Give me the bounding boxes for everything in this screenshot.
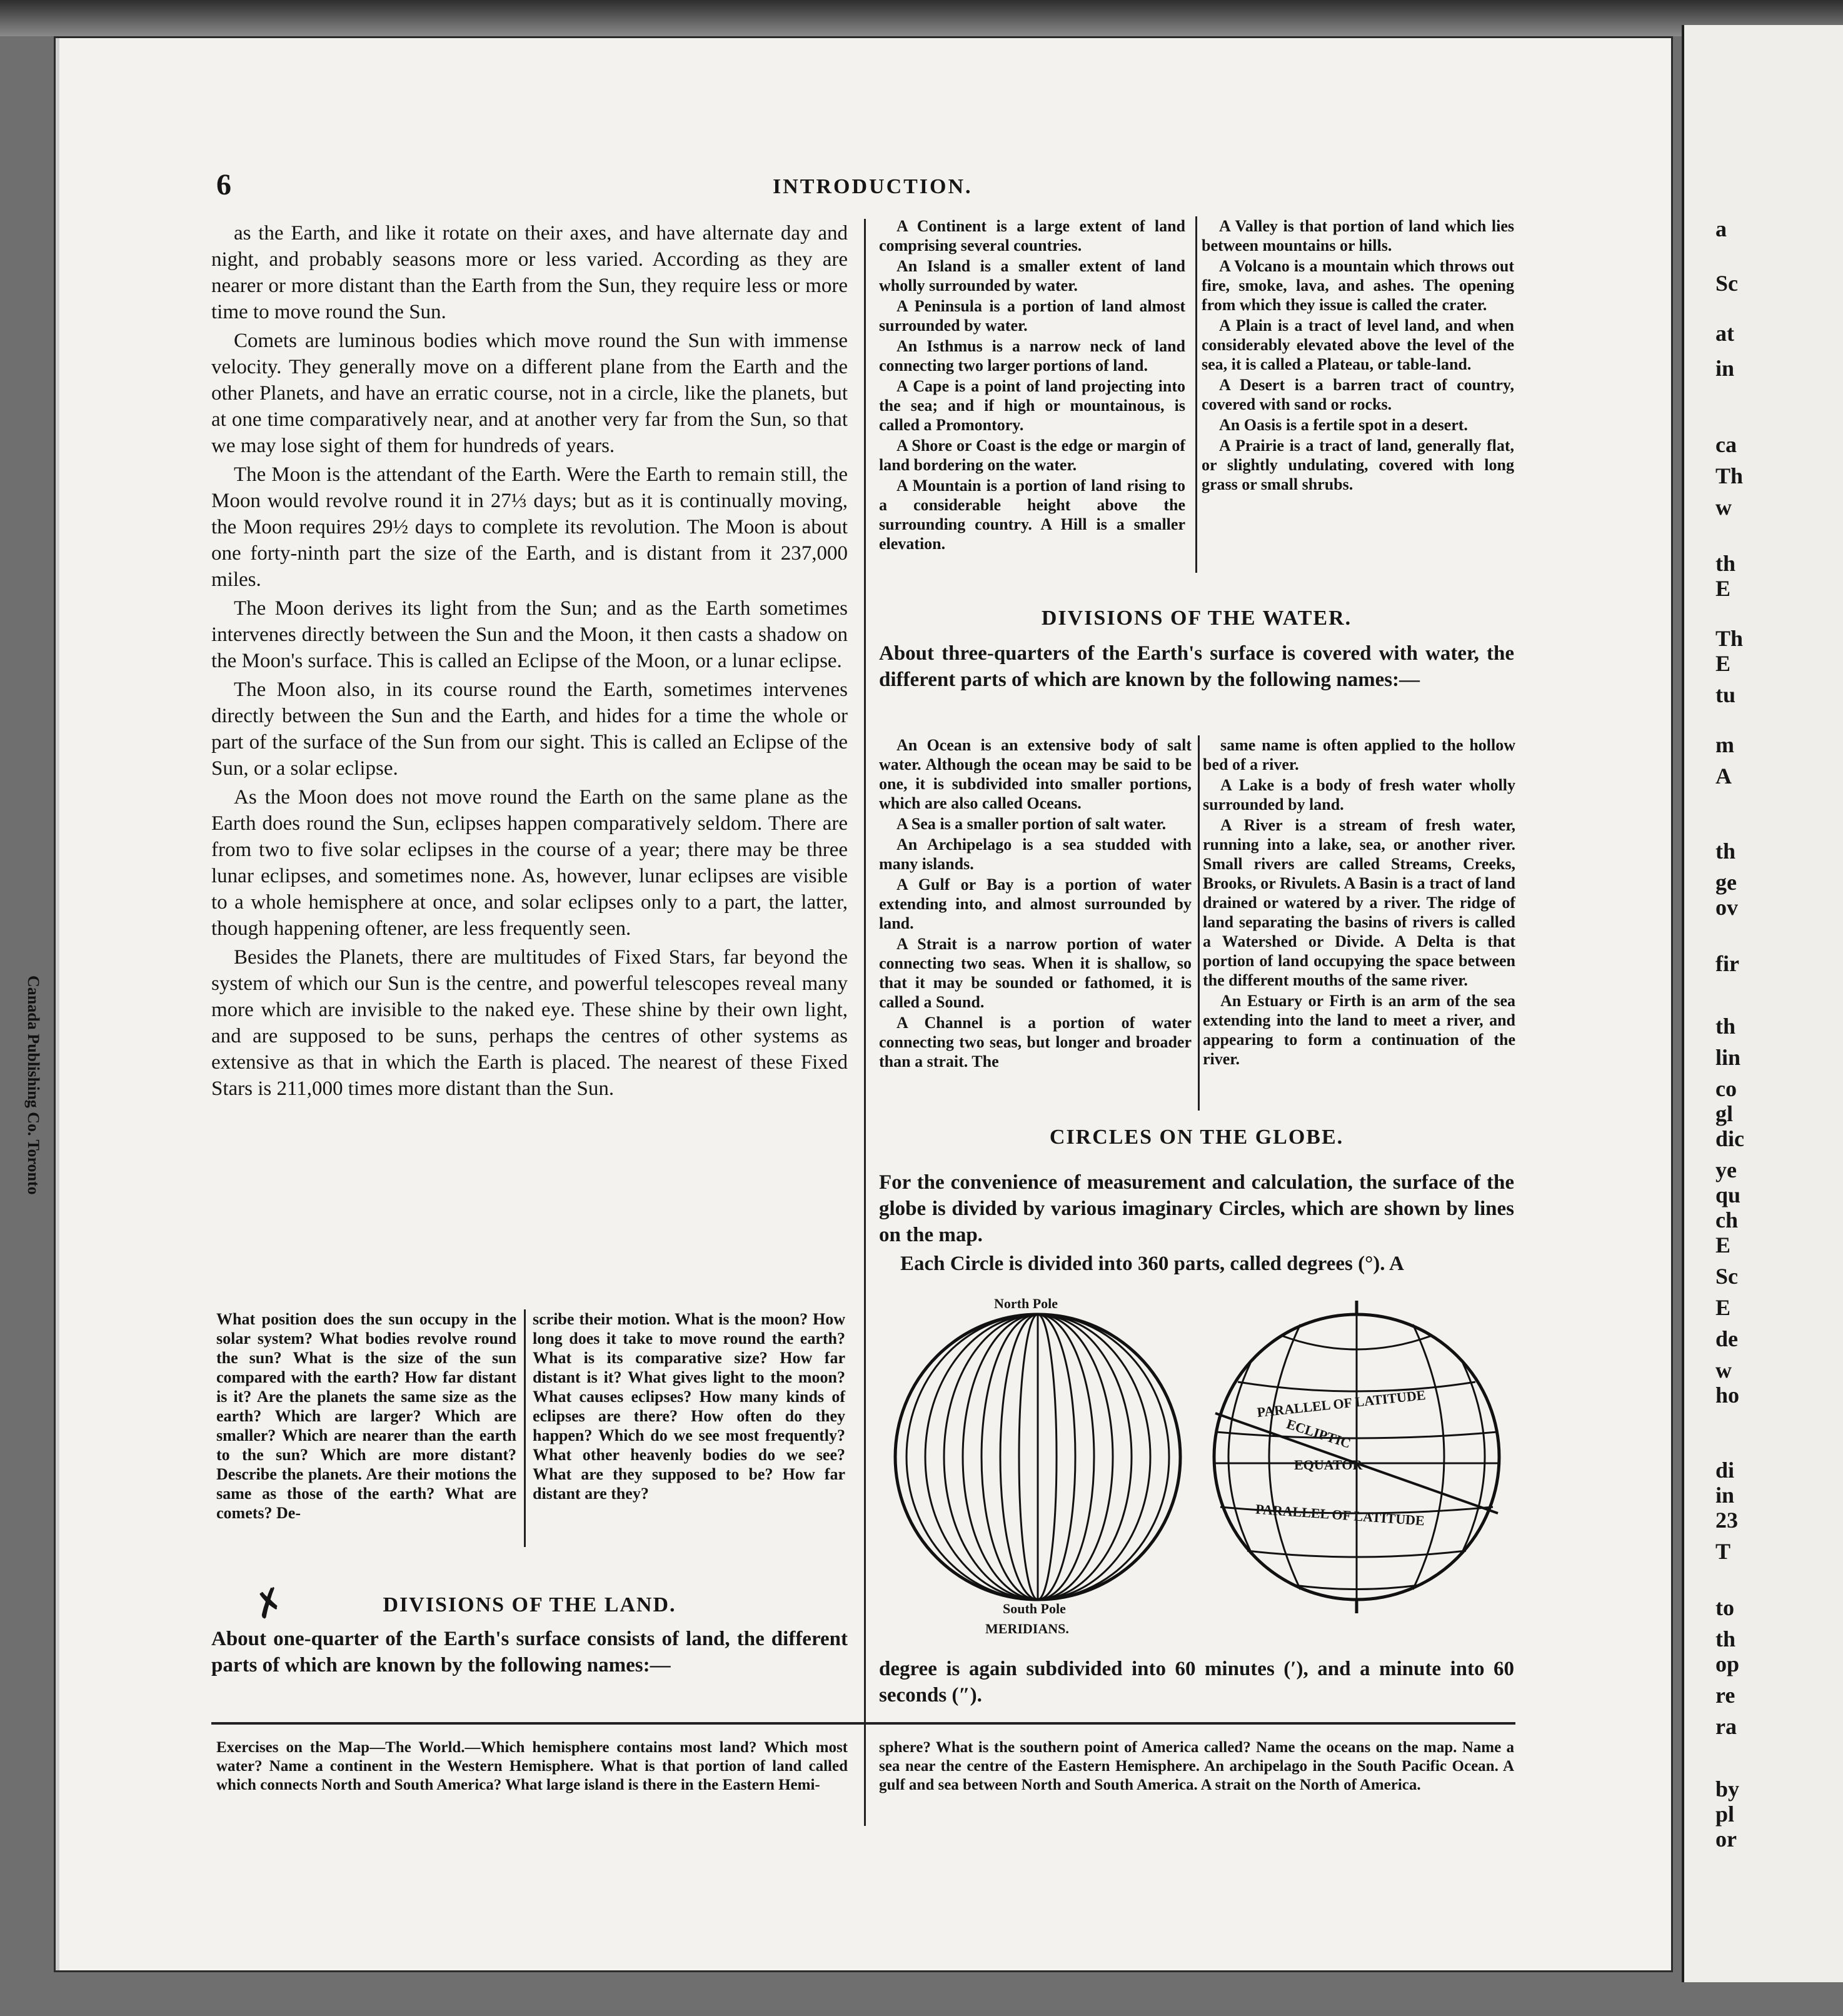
land-heading: DIVISIONS OF THE LAND.: [383, 1593, 676, 1616]
footer-divider: [864, 1732, 866, 1826]
adjacent-page-edge: [1682, 25, 1843, 1982]
adjacent-page-fragment: T: [1715, 1539, 1731, 1564]
paragraph: A River is a stream of fresh water, running into a lake, sea, or another river. Small rivers are called Streams, Creeks, Brooks, or Rivulets. A Basin is a tract of land drained or watered by a river. The ridge of land separating the basins of rivers is called a Watershed or Divide. A Delta is that portion of land occupying the space between the different mouths of the same river.: [1203, 816, 1515, 989]
adjacent-page-fragment: E: [1715, 1232, 1731, 1257]
upper-parallel-label: PARALLEL OF LATITUDE: [1256, 1386, 1427, 1421]
circles-intro: For the convenience of measurement and calculation, the surface of the globe is divided by various imaginary Circles, which are shown by lines on the map.: [879, 1171, 1514, 1246]
circles-after: degree is again subdivided into 60 minutes (′), and a minute into 60 seconds (″).: [879, 1658, 1514, 1706]
land-intro: About one-quarter of the Earth's surface consists of land, the different parts of which are known by the following names:—: [211, 1628, 848, 1676]
handwritten-mark: ✗: [248, 1579, 291, 1628]
adjacent-page-fragment: re: [1715, 1683, 1735, 1708]
south-pole-label: South Pole: [1003, 1601, 1066, 1616]
questions-left: What position does the sun occupy in the solar system? What bodies revolve round the sun? What is the size of the sun compared with the earth? How far distant is it? Are the planets the same size as the earth? Which are larger? Which are smaller? Which are nearer than the earth to the sun? Which are more distant? Describe the planets. Are their motions the same as those of the earth? What are comets? De-: [216, 1310, 516, 1522]
paragraph: The Moon also, in its course round the Earth, sometimes intervenes directly between the Sun and the Earth, and hides for a time the whole or part of the surface of the Sun from our sight. This is called an Eclipse of the Sun, or a solar eclipse.: [211, 678, 848, 780]
circles-line: Each Circle is divided into 360 parts, called degrees (°). A: [900, 1252, 1404, 1275]
adjacent-page-fragment: ye: [1715, 1157, 1737, 1182]
adjacent-page-fragment: in: [1715, 356, 1735, 381]
footer-rule: [211, 1722, 1515, 1725]
paragraph: An Archipelago is a sea studded with many islands.: [879, 835, 1192, 873]
questions-right: scribe their motion. What is the moon? How long does it take to move round the earth? What is its comparative size? How far distant is it? What gives light to the moon? What causes eclipses? How many kinds of eclipses are there? How often do they happen? Which do we see most frequently? What other heavenly bodies do we see? What are they supposed to be? How far distant are they?: [533, 1310, 845, 1503]
paragraph: An Island is a smaller extent of land wholly surrounded by water.: [879, 257, 1185, 295]
adjacent-page-fragment: th: [1715, 839, 1736, 864]
ecliptic-label: ECLIPTIC: [1284, 1416, 1353, 1451]
adjacent-page-fragment: w: [1715, 1358, 1732, 1383]
adjacent-page-fragment: a: [1715, 216, 1727, 241]
paragraph: same name is often applied to the hollow bed of a river.: [1203, 736, 1515, 774]
adjacent-page-fragment: in: [1715, 1483, 1735, 1508]
adjacent-page-fragment: lin: [1715, 1045, 1741, 1070]
land-definitions-divider: [1195, 216, 1197, 573]
meridians-caption: MERIDIANS.: [985, 1621, 1069, 1636]
paragraph: As the Moon does not move round the Earth on the same plane as the Earth does round the Sun, eclipses happen comparatively seldom. There are from two to five solar eclipses in the course of a year; there may be three lunar eclipses, and sometimes none. As, however, lunar eclipses are visible to a whole hemisphere at once, and solar eclipses only to a part, the latter, though happening oftener, are less frequently seen.: [211, 786, 848, 940]
water-definitions-b: [1203, 735, 1515, 1070]
paragraph: Besides the Planets, there are multitudes of Fixed Stars, far beyond the system of which our Sun is the centre, and powerful telescopes reveal many more which are invisible to the naked eye. These shine by their own light, and are supposed to be suns, perhaps the centres of other systems as extensive as that in which the Earth is placed. The nearest of these Fixed Stars is 211,000 times more distant than the Sun.: [211, 946, 848, 1100]
paragraph: A Sea is a smaller portion of salt water.: [896, 815, 1167, 833]
adjacent-page-fragment: Th: [1715, 463, 1744, 488]
running-head: INTRODUCTION.: [773, 175, 973, 198]
adjacent-page-fragment: op: [1715, 1651, 1740, 1676]
paragraph: A Plain is a tract of level land, and when considerably elevated above the level of the sea, it is called a Plateau, or table-land.: [1202, 316, 1514, 373]
adjacent-page-fragment: E: [1715, 1295, 1731, 1320]
circles-heading: CIRCLES ON THE GLOBE.: [1049, 1126, 1344, 1149]
paragraph: An Ocean is an extensive body of salt water. Although the ocean may be said to be one, it is subdivided into smaller portions, which are also called Oceans.: [879, 736, 1192, 812]
paragraph: An Oasis is a fertile spot in a desert.: [1219, 416, 1468, 434]
adjacent-page-fragment: th: [1715, 1626, 1736, 1651]
adjacent-page-fragment: ge: [1715, 870, 1737, 895]
paragraph: An Isthmus is a narrow neck of land connecting two larger portions of land.: [879, 337, 1185, 375]
lower-parallel-label: PARALLEL OF LATITUDE: [1255, 1501, 1425, 1529]
left-column-text: [211, 220, 848, 1104]
adjacent-page-fragment: Sc: [1715, 1264, 1738, 1289]
exercises-right: sphere? What is the southern point of America called? Name the oceans on the map. Name a sea near the centre of the Eastern Hemisphere. An archipelago in the South Pacific Ocean. A gulf and sea between North and South America. A strait on the North of America.: [879, 1739, 1514, 1793]
water-definitions-a: [879, 735, 1192, 1072]
adjacent-page-fragment: tu: [1715, 682, 1736, 707]
paragraph: A Continent is a large extent of land comprising several countries.: [879, 217, 1185, 255]
adjacent-page-fragment: th: [1715, 1014, 1736, 1039]
paragraph: Comets are luminous bodies which move round the Sun with immense velocity. They generally move on a different plane from the Earth and the other Planets, and have an erratic course, not in a circle, like the planets, but at one time comparatively near, and at another very far from the Sun, so that we may lose sight of them for hundreds of years.: [211, 330, 848, 457]
adjacent-page-fragment: ch: [1715, 1207, 1738, 1232]
adjacent-page-fragment: ho: [1715, 1383, 1740, 1408]
adjacent-page-fragment: w: [1715, 495, 1732, 520]
paragraph: A Gulf or Bay is a portion of water extending into, and almost surrounded by land.: [879, 875, 1192, 932]
paragraph: A Peninsula is a portion of land almost surrounded by water.: [879, 297, 1185, 335]
adjacent-page-fragment: fir: [1715, 951, 1739, 976]
paragraph: A Valley is that portion of land which lies between mountains or hills.: [1202, 217, 1514, 255]
adjacent-page-fragment: dic: [1715, 1126, 1745, 1151]
adjacent-page-fragment: ra: [1715, 1714, 1737, 1739]
exercises-left: Exercises on the Map—The World.—Which hemisphere contains most land? Which most water? Name a continent in the Western Hemisphere. What is that portion of land called which connects North and South America? What large island is there in the Eastern Hemi-: [216, 1739, 848, 1793]
water-heading: DIVISIONS OF THE WATER.: [1041, 607, 1352, 630]
paragraph: The Moon derives its light from the Sun; and as the Earth sometimes intervenes directly between the Sun and the Moon, it then casts a shadow on the Moon's surface. This is called an Eclipse of the Moon, or a lunar eclipse.: [211, 597, 848, 672]
adjacent-page-fragment: A: [1715, 764, 1732, 789]
adjacent-page-fragment: E: [1715, 651, 1731, 676]
adjacent-page-fragment: Th: [1715, 626, 1744, 651]
paragraph: A Lake is a body of fresh water wholly surrounded by land.: [1203, 776, 1515, 814]
adjacent-page-fragment: 23: [1715, 1508, 1738, 1533]
adjacent-page-fragment: E: [1715, 576, 1731, 601]
water-definitions-divider: [1198, 735, 1200, 1111]
paragraph: A Volcano is a mountain which throws out fire, smoke, lava, and ashes. The opening from which they issue is called the crater.: [1202, 257, 1514, 314]
questions-divider: [524, 1309, 526, 1547]
adjacent-page-fragment: at: [1715, 321, 1734, 346]
paragraph: An Estuary or Firth is an arm of the sea extending into the land to meet a river, and appearing to form a continuation of the river.: [1203, 992, 1515, 1068]
equator-label: EQUATOR: [1294, 1457, 1363, 1473]
scan-top-edge: [0, 0, 1843, 36]
adjacent-page-fragment: to: [1715, 1595, 1734, 1620]
adjacent-page-fragment: pl: [1715, 1802, 1735, 1827]
paragraph: A Prairie is a tract of land, generally flat, or slightly undulating, covered with long grass or small shrubs.: [1202, 436, 1514, 493]
adjacent-page-fragment: m: [1715, 732, 1734, 757]
adjacent-page-fragment: th: [1715, 551, 1736, 576]
meridians-globe: [895, 1314, 1180, 1600]
globes-figure: [881, 1288, 1513, 1638]
paragraph: as the Earth, and like it rotate on their axes, and have alternate day and night, and probably seasons more or less varied. According as they are nearer or more distant than the Earth from the Sun, they require less or more time to move round the Sun.: [211, 222, 848, 323]
paragraph: A Mountain is a portion of land rising to a considerable height above the surrounding country. A Hill is a smaller elevation.: [879, 476, 1185, 553]
paragraph: A Strait is a narrow portion of water connecting two seas. When it is shallow, so that it may be sounded or fathomed, it is called a Sound.: [879, 935, 1192, 1011]
paragraph: A Shore or Coast is the edge or margin of land bordering on the water.: [879, 436, 1185, 474]
paragraph: A Desert is a barren tract of country, covered with sand or rocks.: [1202, 376, 1514, 413]
adjacent-page-fragment: qu: [1715, 1182, 1741, 1207]
page-number: 6: [216, 168, 231, 201]
adjacent-page-fragment: ca: [1715, 432, 1737, 457]
adjacent-page-fragment: or: [1715, 1827, 1737, 1852]
paragraph: A Channel is a portion of water connecting two seas, but longer and broader than a strait. The: [879, 1014, 1192, 1071]
adjacent-page-fragment: di: [1715, 1458, 1735, 1483]
adjacent-page-fragment: co: [1715, 1076, 1737, 1101]
adjacent-page-fragment: gl: [1715, 1101, 1734, 1126]
spine-imprint: Canada Publishing Co. Toronto: [24, 975, 43, 1195]
adjacent-page-fragment: Sc: [1715, 271, 1738, 296]
water-intro: About three-quarters of the Earth's surface is covered with water, the different parts of which are known by the following names:—: [879, 642, 1514, 691]
paragraph: The Moon is the attendant of the Earth. Were the Earth to remain still, the Moon would revolve round it in 27⅓ days; but as it is continually moving, the Moon requires 29½ days to complete its revolution. The Moon is about one forty-ninth part the size of the Earth, and is distant from it 237,000 miles.: [211, 463, 848, 591]
adjacent-page-fragment: de: [1715, 1326, 1738, 1351]
adjacent-page-fragment: by: [1715, 1777, 1740, 1802]
paragraph: A Cape is a point of land projecting into the sea; and if high or mountainous, is called a Promontory.: [879, 377, 1185, 434]
column-divider: [864, 219, 866, 1732]
land-definitions-a: [879, 216, 1185, 555]
adjacent-page-fragment: ov: [1715, 895, 1738, 920]
north-pole-label: North Pole: [994, 1296, 1058, 1311]
land-definitions-b: [1202, 216, 1514, 495]
